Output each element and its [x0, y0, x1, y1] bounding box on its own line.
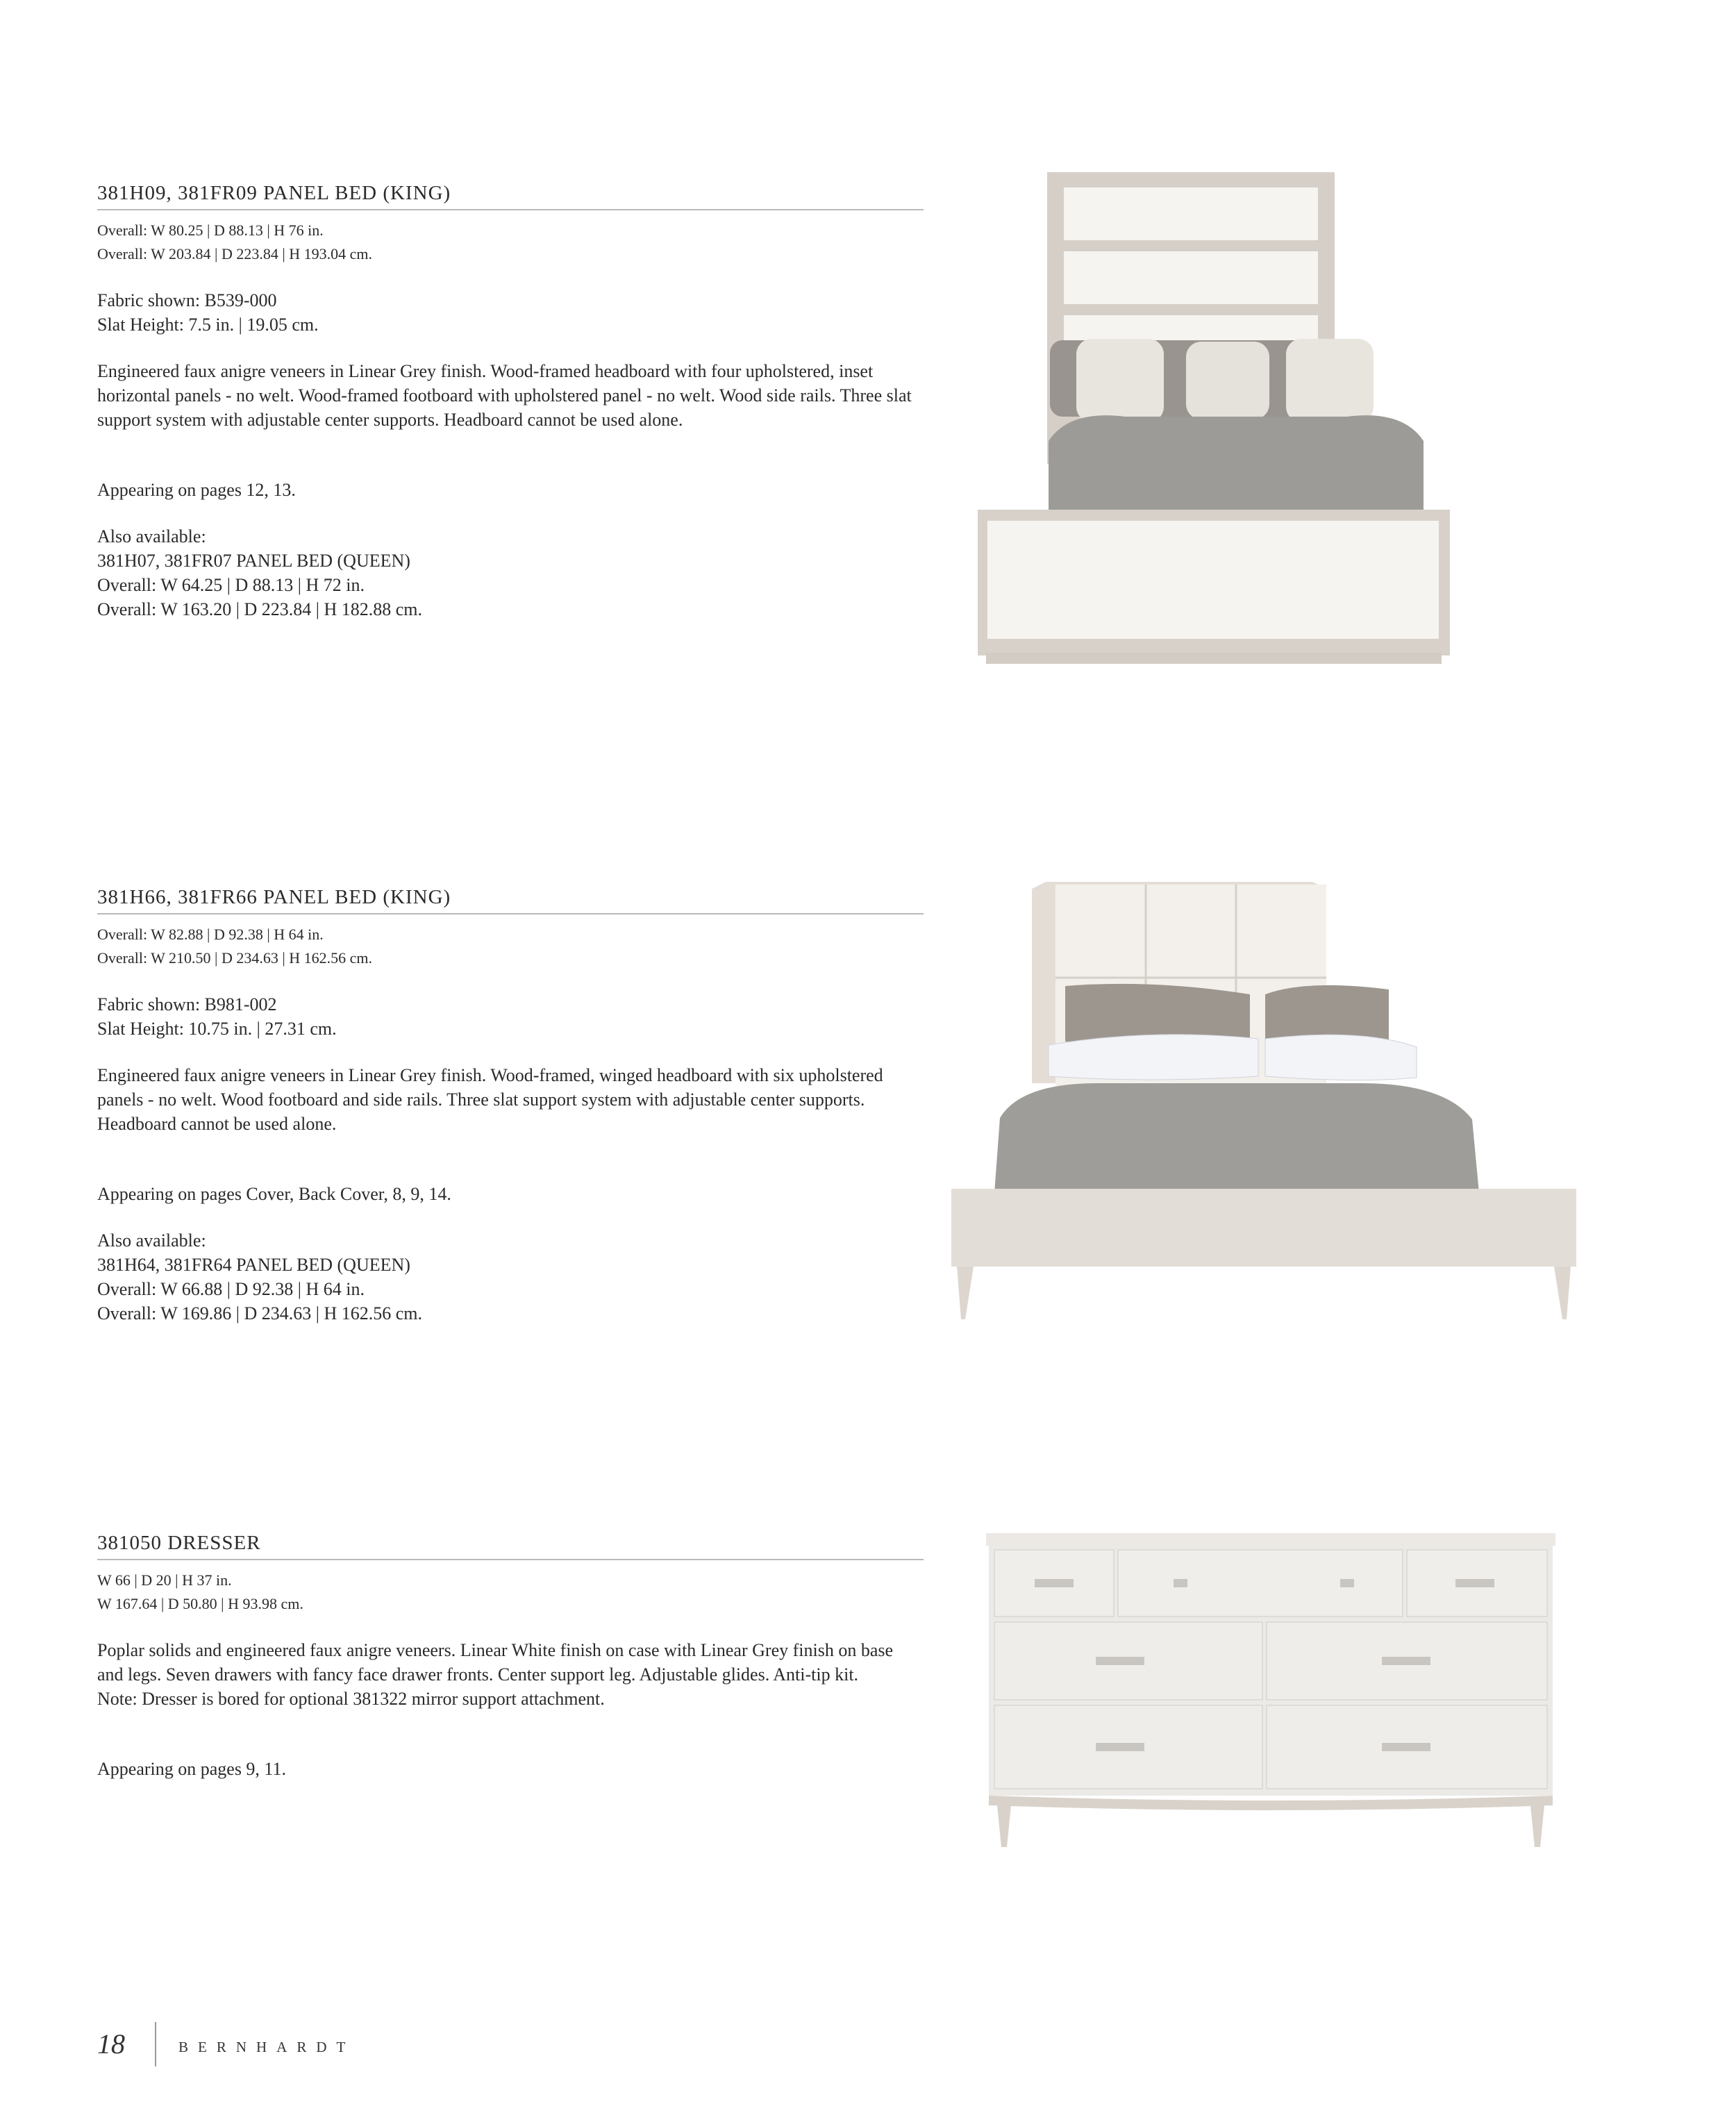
bedding	[994, 1083, 1479, 1193]
also-available-cm: Overall: W 163.20 | D 223.84 | H 182.88 cm.	[97, 599, 423, 619]
appearing-pages: Appearing on pages 12, 13.	[97, 480, 296, 500]
also-available-label: Also available:	[97, 1230, 206, 1251]
product-title: 381050 DRESSER	[97, 1532, 924, 1560]
dresser-image	[979, 1528, 1562, 1847]
handle	[1174, 1579, 1187, 1587]
also-available-label: Also available:	[97, 526, 206, 546]
decor-pillow	[1286, 339, 1374, 422]
footboard-base	[986, 653, 1442, 664]
bedding	[1049, 415, 1424, 514]
footer-divider	[155, 2022, 156, 2066]
panel-bed-winged-king-image	[944, 875, 1583, 1333]
handle	[1096, 1657, 1144, 1665]
decor-pillow	[1186, 342, 1269, 419]
leg	[997, 1805, 1011, 1847]
dimensions-cm: Overall: W 203.84 | D 223.84 | H 193.04 cm.	[97, 245, 373, 262]
dimensions-cm: W 167.64 | D 50.80 | H 93.98 cm.	[97, 1595, 303, 1612]
dimensions-in: W 66 | D 20 | H 37 in.	[97, 1571, 232, 1589]
product-section-2	[97, 886, 924, 1326]
also-available-title: 381H64, 381FR64 PANEL BED (QUEEN)	[97, 1255, 410, 1275]
product-note: Note: Dresser is bored for optional 381322 mirror support attachment.	[97, 1689, 605, 1709]
sleep-pillow	[1265, 1035, 1417, 1080]
handle	[1382, 1743, 1430, 1751]
dimensions-in: Overall: W 80.25 | D 88.13 | H 76 in.	[97, 222, 324, 239]
sleep-pillow	[1049, 1035, 1258, 1080]
product-section-3	[97, 1532, 924, 1781]
drawer	[1118, 1550, 1403, 1616]
also-available-title: 381H07, 381FR07 PANEL BED (QUEEN)	[97, 551, 410, 571]
handle	[1382, 1657, 1430, 1665]
dresser-base	[989, 1796, 1553, 1810]
footboard	[951, 1189, 1576, 1267]
decor-pillow	[1076, 339, 1164, 422]
also-available-in: Overall: W 64.25 | D 88.13 | H 72 in.	[97, 575, 365, 595]
handle	[1455, 1579, 1494, 1587]
leg	[1530, 1805, 1544, 1847]
page-number: 18	[97, 2028, 125, 2060]
fabric-shown: Fabric shown: B539-000	[97, 290, 277, 310]
slat-height: Slat Height: 10.75 in. | 27.31 cm.	[97, 1019, 337, 1039]
handle	[1340, 1579, 1354, 1587]
headboard-panel	[1064, 251, 1318, 304]
slat-height: Slat Height: 7.5 in. | 19.05 cm.	[97, 315, 319, 335]
product-description: Engineered faux anigre veneers in Linear Grey finish. Wood-framed, winged headboard with six upholstered panels - no welt. Wood footboard and side rails. Three slat support system with adjustable center supports. Headboard cannot be used alone.	[97, 1065, 883, 1134]
dimensions-in: Overall: W 82.88 | D 92.38 | H 64 in.	[97, 926, 324, 943]
handle	[1096, 1743, 1144, 1751]
product-section-1	[97, 182, 924, 621]
also-available-cm: Overall: W 169.86 | D 234.63 | H 162.56 cm.	[97, 1303, 423, 1323]
dimensions-cm: Overall: W 210.50 | D 234.63 | H 162.56 cm.	[97, 949, 373, 967]
appearing-pages: Appearing on pages Cover, Back Cover, 8, 9, 14.	[97, 1184, 451, 1204]
product-description: Poplar solids and engineered faux anigre veneers. Linear White finish on case with Linear Grey finish on base and legs. Seven drawers with fancy face drawer fronts. Center support leg. Adjustable glides. Anti-tip kit.	[97, 1640, 894, 1685]
dresser-top	[986, 1533, 1555, 1546]
product-description: Engineered faux anigre veneers in Linear Grey finish. Wood-framed headboard with four upholstered, inset horizontal panels - no welt. Wood-framed footboard with upholstered panel - no welt. Wood side rails. Three slat support system with adjustable center supports. Headboard cannot be used alone.	[97, 361, 912, 430]
product-title: 381H66, 381FR66 PANEL BED (KING)	[97, 886, 924, 914]
leg	[1554, 1267, 1571, 1319]
also-available-in: Overall: W 66.88 | D 92.38 | H 64 in.	[97, 1279, 365, 1299]
brand-name: BERNHARDT	[178, 2039, 356, 2055]
footboard-panel	[987, 521, 1439, 639]
leg	[957, 1267, 974, 1319]
product-title: 381H09, 381FR09 PANEL BED (KING)	[97, 182, 924, 210]
handle	[1035, 1579, 1074, 1587]
panel-bed-king-image	[972, 167, 1597, 680]
headboard-panel	[1064, 187, 1318, 240]
appearing-pages: Appearing on pages 9, 11.	[97, 1759, 286, 1779]
fabric-shown: Fabric shown: B981-002	[97, 994, 277, 1014]
